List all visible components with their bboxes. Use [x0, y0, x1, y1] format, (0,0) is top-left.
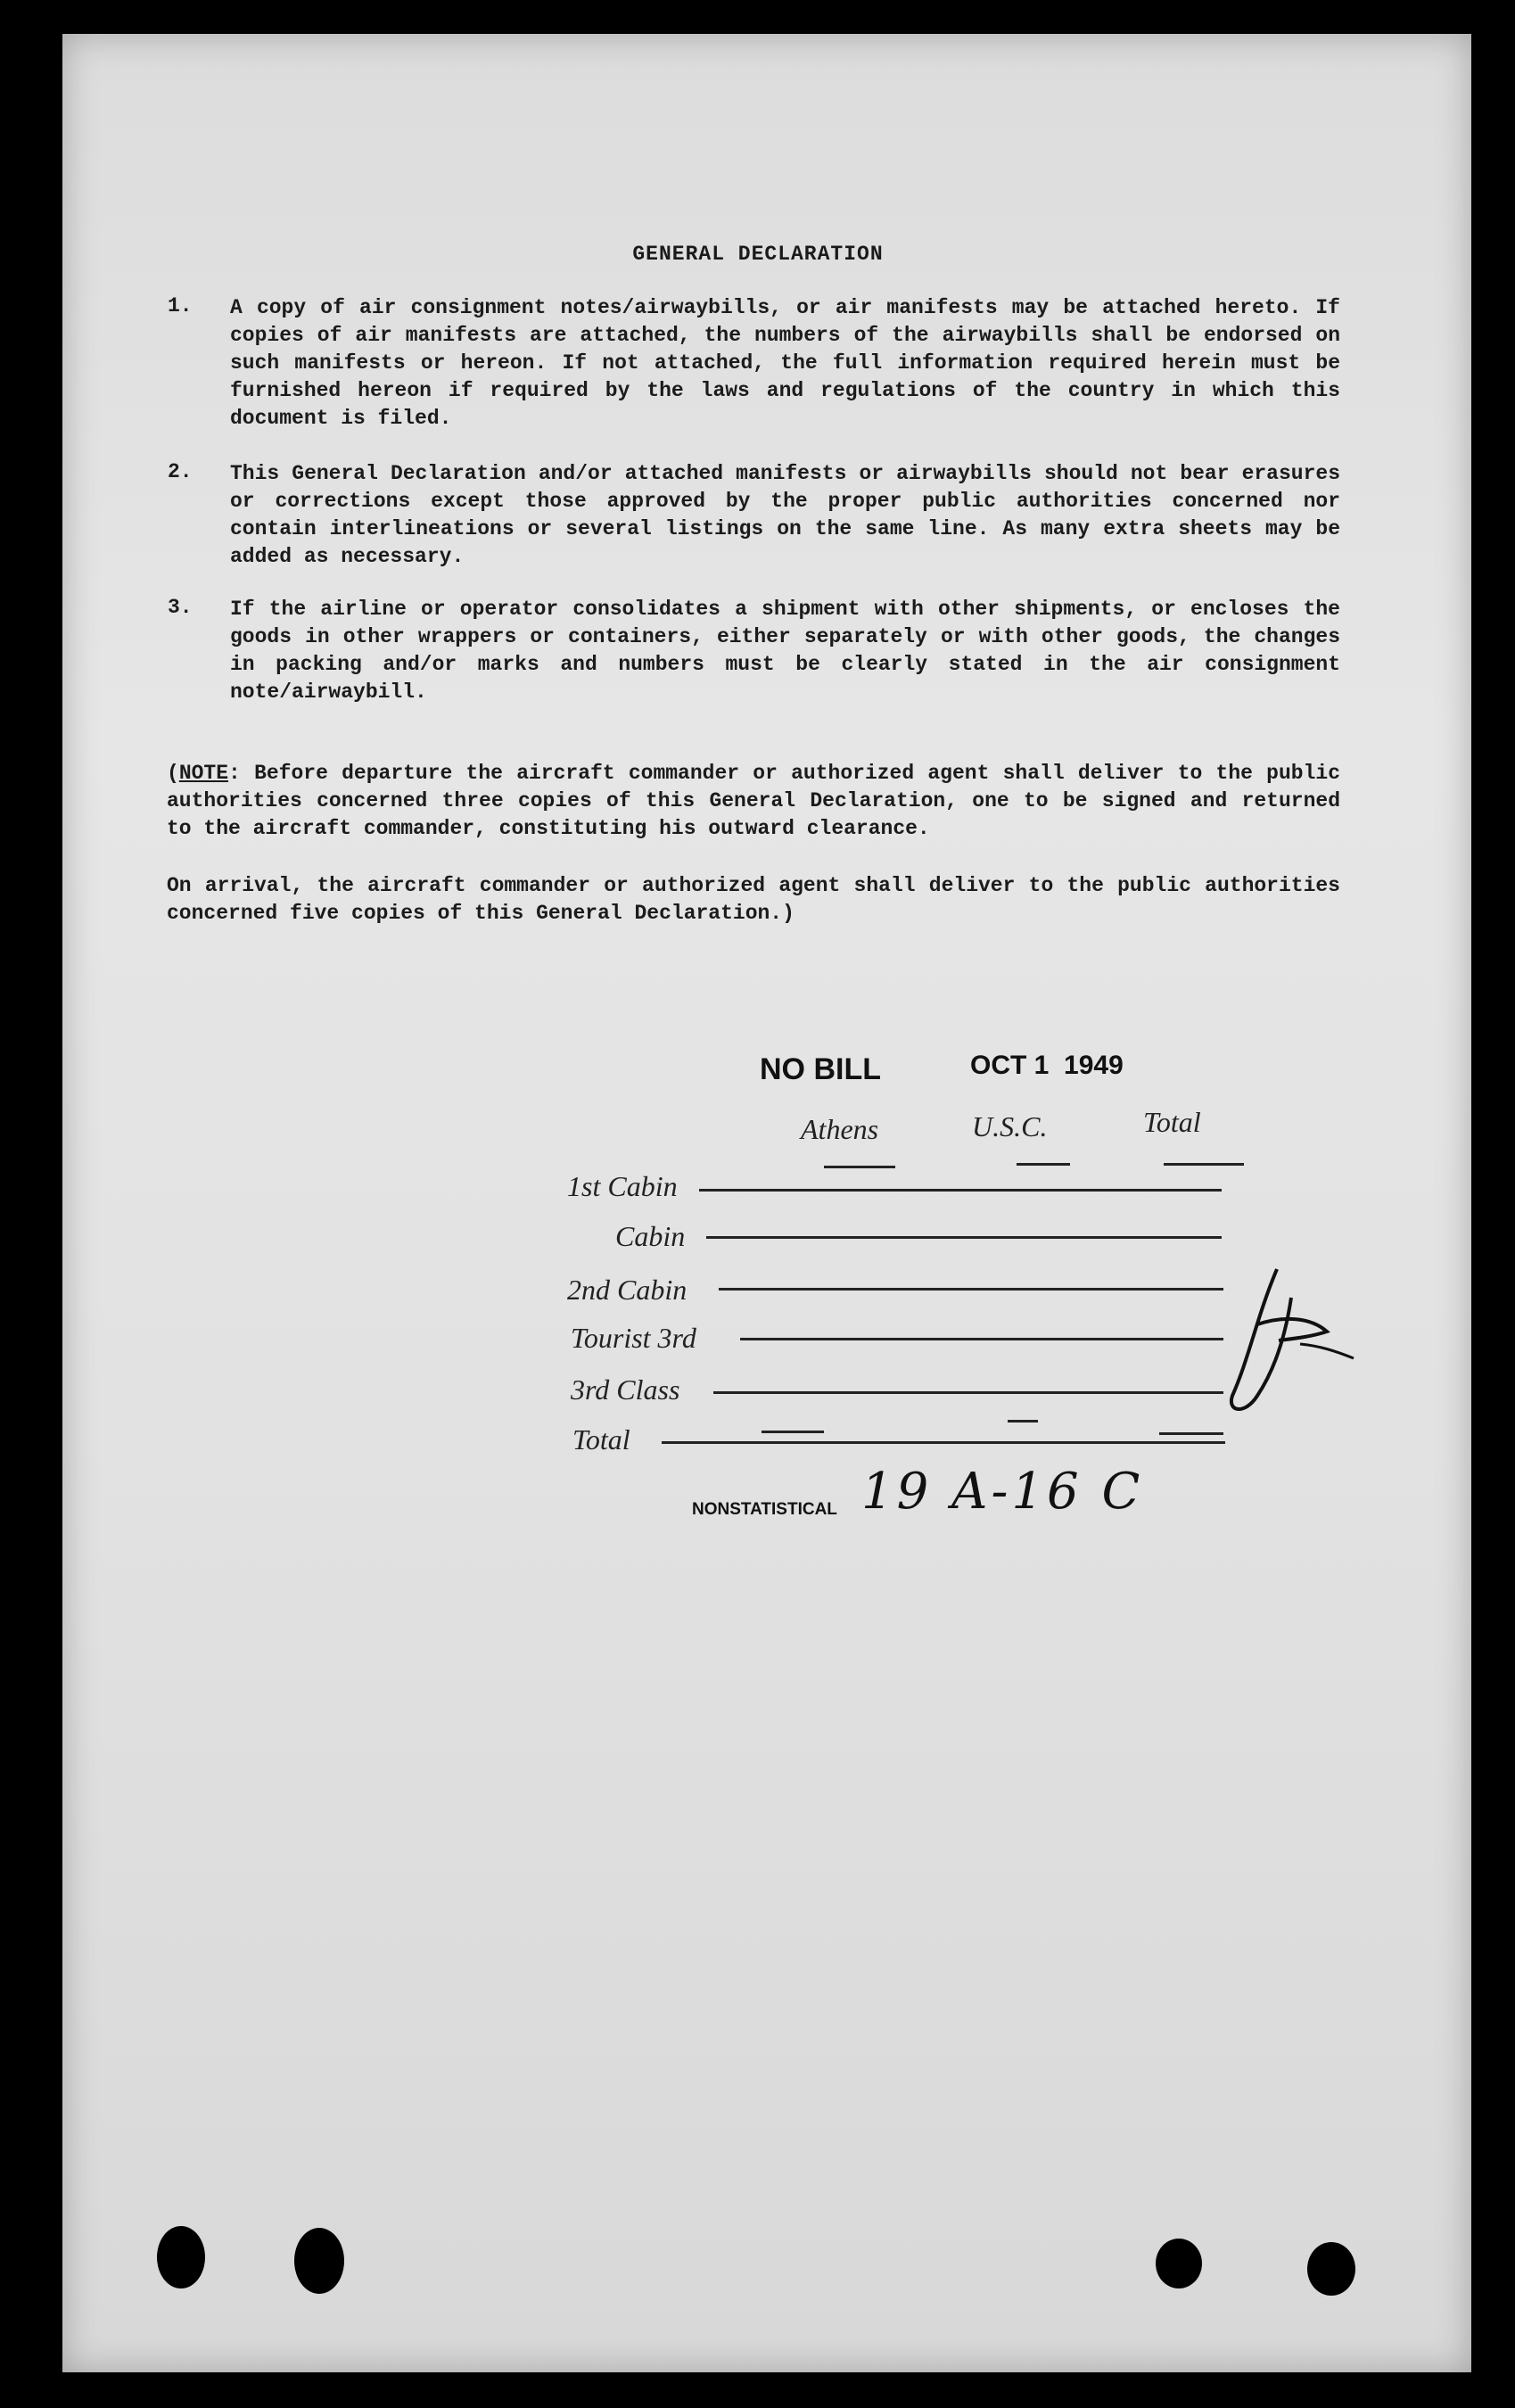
- date-stamp: OCT 1 1949: [970, 1051, 1124, 1080]
- note-label: NOTE: [178, 762, 229, 785]
- row-label-3rd-class: 3rd Class: [571, 1373, 680, 1406]
- row-line: [699, 1189, 1222, 1192]
- item-number: 3.: [168, 596, 193, 619]
- row-label-1st-cabin: 1st Cabin: [567, 1170, 678, 1202]
- total-dash: [1008, 1420, 1038, 1423]
- item-number: 1.: [168, 294, 193, 317]
- total-dash: [762, 1431, 824, 1433]
- note-text: : Before departure the aircraft commander or authorized agent shall deliver to the public authorities concerned three copies of this General Declaration, one to be signed and returned to the aircraft commander, constituting his outward clearance.: [167, 762, 1340, 840]
- handwritten-code: 19 A-16 C: [861, 1463, 1144, 1521]
- punch-hole: [1156, 2239, 1202, 2288]
- no-bill-stamp: NO BILL: [760, 1052, 881, 1086]
- row-label-cabin: Cabin: [615, 1220, 686, 1252]
- item-text: This General Declaration and/or attached manifests or airwaybills should not bear erasures or corrections except those approved by the proper public authorities concerned nor contain interlineations or several listings on the same line. As many extra sheets may be added as necessary.: [230, 462, 1340, 568]
- column-header-usc: U.S.C.: [972, 1110, 1048, 1142]
- column-header-total: Total: [1143, 1106, 1201, 1138]
- column-underline: [1017, 1163, 1070, 1166]
- row-label-2nd-cabin: 2nd Cabin: [567, 1274, 688, 1306]
- punch-hole: [1307, 2242, 1355, 2296]
- note-open: (: [167, 762, 179, 785]
- note-paragraph: [167, 760, 1340, 843]
- column-header-athens: Athens: [801, 1113, 879, 1145]
- column-underline: [1164, 1163, 1244, 1166]
- punch-hole: [157, 2226, 205, 2288]
- document-title: GENERAL DECLARATION: [632, 243, 884, 266]
- total-dash: [1159, 1432, 1223, 1435]
- handwritten-initials-mark: [1222, 1262, 1364, 1423]
- row-label-total: Total: [572, 1423, 630, 1456]
- row-line: [719, 1288, 1223, 1291]
- item-text: If the airline or operator consolidates a shipment with other shipments, or encloses the goods in other wrappers or containers, either separately or with other goods, the changes in packing and/or marks and numbers must be clearly stated in the air consignment note/airwaybill.: [230, 598, 1340, 704]
- row-line: [740, 1338, 1223, 1340]
- row-line: [713, 1391, 1223, 1394]
- item-text: A copy of air consignment notes/airwaybills, or air manifests may be attached hereto. If copies of air manifests are attached, the numbers of the airwaybills shall be endorsed on such manifests or hereon. If not attached, the full information required herein must be furnished hereon if required by the laws and regulations of the country in which this document is filed.: [230, 296, 1340, 430]
- item-number: 2.: [168, 460, 193, 483]
- arrival-paragraph: On arrival, the aircraft commander or authorized agent shall deliver to the public authorities concerned five copies of this General Declaration.): [167, 874, 1340, 925]
- row-line: [662, 1441, 1225, 1444]
- row-line: [706, 1236, 1222, 1239]
- column-underline: [824, 1166, 895, 1168]
- row-label-tourist-3rd: Tourist 3rd: [571, 1322, 696, 1354]
- punch-hole: [294, 2228, 344, 2294]
- nonstatistical-stamp: NONSTATISTICAL: [692, 1500, 837, 1519]
